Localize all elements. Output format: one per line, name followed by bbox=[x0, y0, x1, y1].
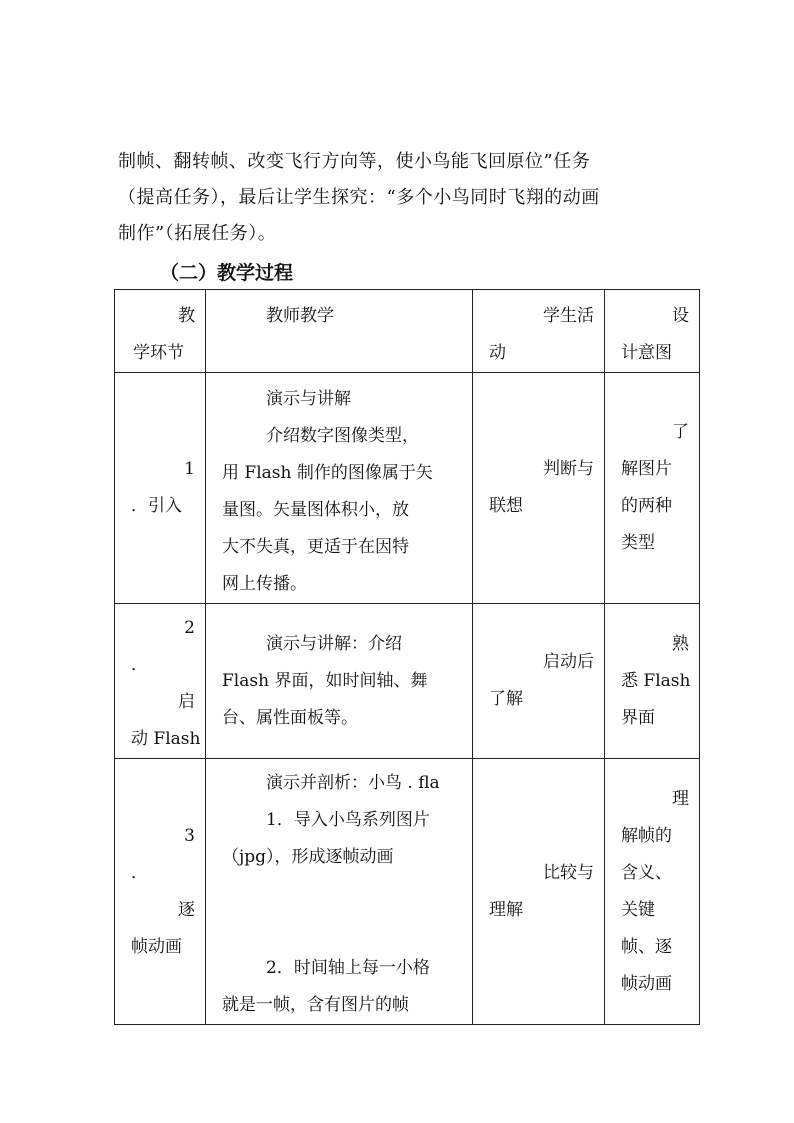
intro-line-3: 制作”（拓展任务）。 bbox=[118, 223, 277, 244]
header-design-line-2: 计意图 bbox=[621, 343, 672, 363]
row2-stage-line-4: 动 Flash bbox=[131, 729, 201, 749]
row3-design-line-5: 帧、逐 bbox=[621, 936, 672, 957]
row2-teacher bbox=[206, 604, 473, 759]
row3-student-line-1: 比较与 bbox=[543, 862, 594, 883]
row2-teacher-line-2: Flash 界面，如时间轴、舞 bbox=[222, 670, 428, 691]
row1-design-line-4: 类型 bbox=[621, 533, 655, 553]
row3-teacher-line-4 bbox=[222, 876, 472, 913]
row2-design-line-3: 界面 bbox=[621, 707, 655, 728]
row3-design bbox=[605, 759, 700, 1025]
header-student bbox=[473, 290, 605, 373]
row3-teacher-line-3: （jpg），形成逐帧动画 bbox=[222, 847, 394, 867]
header-student-line-2: 动 bbox=[489, 343, 506, 363]
row2-design-line-1: 熟 bbox=[672, 633, 689, 654]
header-stage bbox=[115, 290, 206, 373]
row1-teacher-line-2: 介绍数字图像类型， bbox=[266, 426, 419, 446]
row3-design-line-2: 解帧的 bbox=[621, 825, 672, 846]
header-teacher bbox=[206, 290, 473, 373]
row2-design-line-2: 悉 Flash bbox=[621, 670, 691, 691]
row1-teacher-line-6: 网上传播。 bbox=[222, 574, 307, 594]
row1-teacher bbox=[206, 373, 473, 604]
row2-teacher-line-1: 演示与讲解：介绍 bbox=[266, 633, 402, 654]
row2-teacher-line-3: 台、属性面板等。 bbox=[222, 707, 358, 728]
header-design-line-1: 设 bbox=[672, 306, 689, 326]
row3-design-line-3: 含义、 bbox=[621, 862, 672, 883]
row3-teacher bbox=[206, 759, 473, 1025]
row1-teacher-line-5: 大不失真，更适于在因特 bbox=[222, 537, 409, 557]
row3-stage-line-3: 逐 bbox=[178, 899, 195, 920]
row2-stage-line-1: 2 bbox=[184, 618, 195, 638]
row3-design-line-1: 理 bbox=[672, 788, 689, 809]
header-stage-line-2: 学环节 bbox=[133, 343, 184, 363]
header-stage-line-1: 教 bbox=[178, 306, 195, 326]
row3-teacher-line-1: 演示并剖析：小鸟 . fla bbox=[266, 773, 440, 793]
row3-stage-line-4: 帧动画 bbox=[131, 936, 182, 957]
row1-teacher-line-3: 用 Flash 制作的图像属于矢 bbox=[222, 463, 433, 483]
row2-stage bbox=[115, 604, 206, 759]
row1-stage-line-1: 1 bbox=[184, 459, 195, 479]
row1-stage bbox=[115, 373, 206, 604]
row3-stage-line-1: 3 bbox=[184, 825, 195, 846]
row2-student bbox=[473, 604, 605, 759]
row2-stage-line-3: 启 bbox=[178, 692, 195, 712]
header-student-line-1: 学生活 bbox=[543, 306, 594, 326]
row2-stage-line-2: ． bbox=[131, 655, 148, 675]
row1-student-line-1: 判断与 bbox=[543, 459, 594, 479]
row3-teacher-line-5 bbox=[222, 913, 472, 950]
row1-design bbox=[605, 373, 700, 604]
table-row bbox=[115, 604, 700, 759]
row1-student bbox=[473, 373, 605, 604]
section-title: （二）教学过程 bbox=[160, 262, 294, 284]
row1-design-line-1: 了 bbox=[672, 422, 689, 442]
row3-teacher-line-6: 2．时间轴上每一小格 bbox=[266, 958, 430, 978]
table-row bbox=[115, 373, 700, 604]
teaching-process-table bbox=[114, 289, 700, 1025]
row3-teacher-line-2: 1．导入小鸟系列图片 bbox=[266, 810, 430, 830]
row3-stage-line-2: ． bbox=[131, 862, 148, 883]
table-header-row bbox=[115, 290, 700, 373]
intro-line-1: 制帧、翻转帧、改变飞行方向等，使小鸟能飞回原位”任务 bbox=[118, 151, 591, 172]
row1-design-line-3: 的两种 bbox=[621, 496, 672, 516]
header-teacher-text: 教师教学 bbox=[266, 306, 334, 326]
row1-student-line-2: 联想 bbox=[489, 496, 523, 516]
row3-teacher-line-7: 就是一帧，含有图片的帧 bbox=[222, 995, 409, 1015]
row3-student-line-2: 理解 bbox=[489, 899, 523, 920]
row3-student bbox=[473, 759, 605, 1025]
intro-paragraph bbox=[118, 144, 698, 252]
row3-stage bbox=[115, 759, 206, 1025]
row1-design-line-2: 解图片 bbox=[621, 459, 672, 479]
row2-design bbox=[605, 604, 700, 759]
row1-teacher-line-4: 量图。矢量图体积小，放 bbox=[222, 500, 409, 520]
intro-line-2: （提高任务），最后让学生探究：“多个小鸟同时飞翔的动画 bbox=[118, 187, 600, 208]
row1-stage-line-2: ．引入 bbox=[131, 496, 182, 516]
row3-design-line-4: 关键 bbox=[621, 899, 655, 920]
table-row bbox=[115, 759, 700, 1025]
row2-student-line-1: 启动后 bbox=[543, 652, 594, 672]
row2-student-line-2: 了解 bbox=[489, 689, 523, 709]
header-design bbox=[605, 290, 700, 373]
row1-teacher-line-1: 演示与讲解 bbox=[266, 389, 351, 409]
row3-design-line-6: 帧动画 bbox=[621, 973, 672, 994]
